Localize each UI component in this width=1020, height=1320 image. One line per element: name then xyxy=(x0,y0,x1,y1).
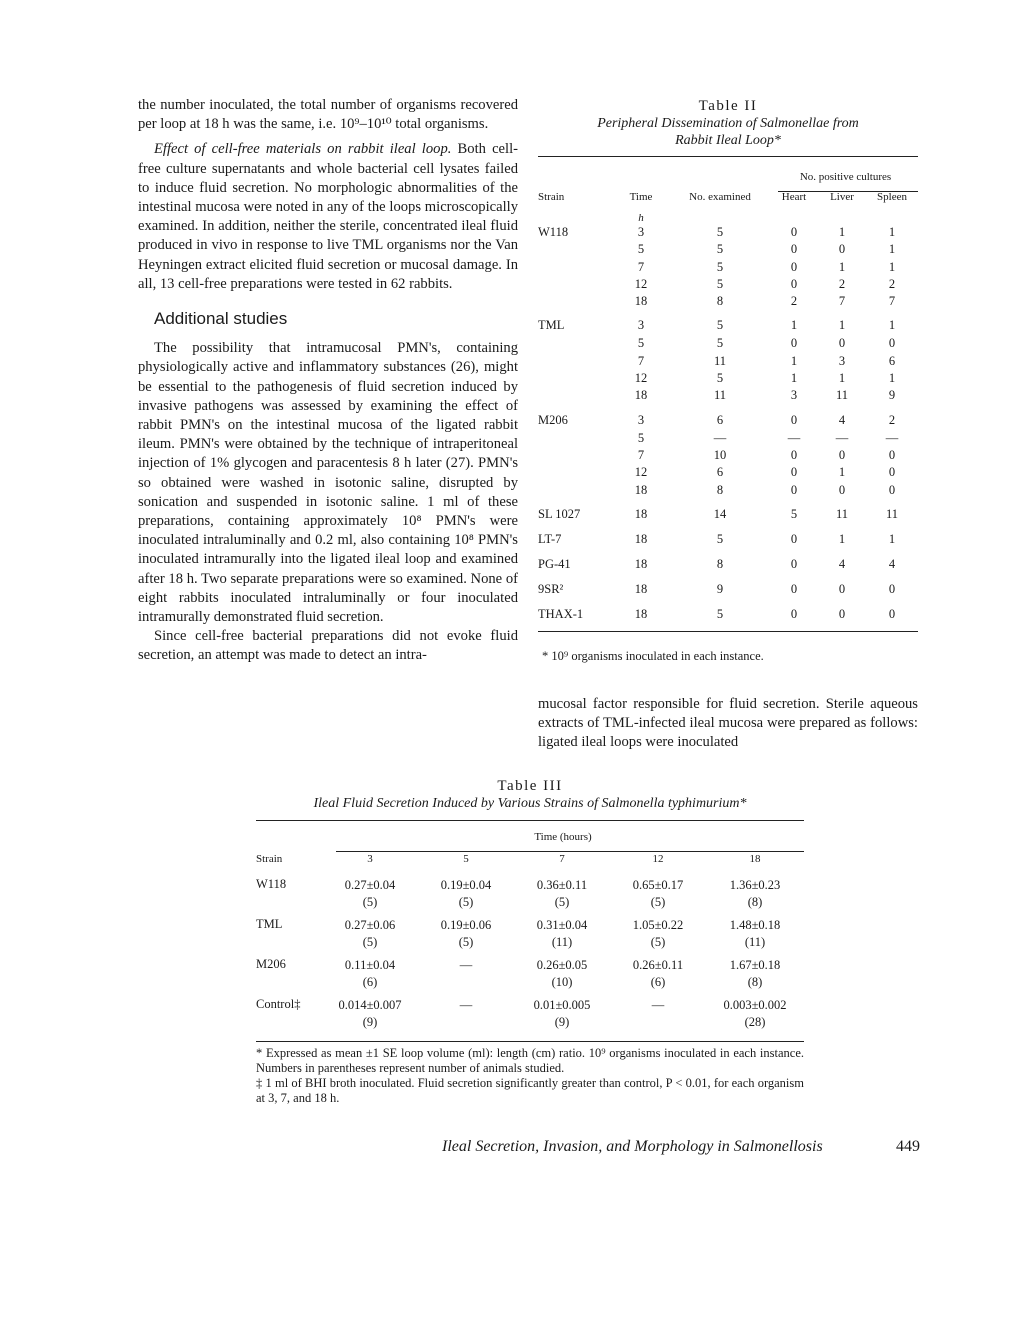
table2-cell-heart: 2 xyxy=(790,294,798,309)
table3-header-strain: Strain xyxy=(256,853,283,865)
table2-cell-heart: 0 xyxy=(790,581,798,596)
table2-cell-liver: 4 xyxy=(838,556,846,571)
table2-cell-spleen: 1 xyxy=(888,259,896,274)
table2-cell-spleen: 1 xyxy=(888,318,896,333)
table2-strain: W118 xyxy=(538,225,569,239)
paragraph-4: Since cell-free bacterial preparations did not evoke fluid secretion, an attempt was made to detect an intra- xyxy=(138,628,518,664)
table3-n: (11) xyxy=(551,935,573,949)
table3-cell xyxy=(514,873,610,913)
table3-footnote-2: ‡ 1 ml of BHI broth inoculated. Fluid secretion significantly greater than control, P < 0.01, for each organism at 3, 7, and 18 h. xyxy=(256,1076,804,1105)
table2-cell-heart: 1 xyxy=(790,353,798,368)
table2-cell-liver: 1 xyxy=(838,259,846,274)
table3-n: (5) xyxy=(458,935,474,949)
table2-cell-time: 5 xyxy=(637,430,645,445)
table2-strain: SL 1027 xyxy=(538,506,581,521)
table2-cell-heart: 0 xyxy=(790,242,798,257)
table2-strain: TML xyxy=(538,318,565,333)
table3-n: (8) xyxy=(747,975,763,989)
table2-cell-heart: 0 xyxy=(790,336,798,351)
table2-cell-liver: 7 xyxy=(838,294,846,309)
table2-cell-examined: 8 xyxy=(716,482,724,497)
table3-n: (6) xyxy=(650,975,666,989)
table2-cell-spleen: 1 xyxy=(888,225,896,239)
table2-cell-time: 18 xyxy=(634,388,648,403)
paragraph-2-heading: Effect of cell-free materials on rabbit ileal loop. xyxy=(154,141,452,158)
table2-cell-liver: 2 xyxy=(838,276,846,291)
table2-cell-heart: 0 xyxy=(790,225,798,239)
table3-cell xyxy=(322,993,418,1033)
table2-cell-spleen: 0 xyxy=(888,447,896,462)
table2-cell-heart: 3 xyxy=(790,388,798,403)
table2-strain: 9SR² xyxy=(538,581,564,596)
table2-cell-time: 7 xyxy=(637,353,645,368)
table2-cell-time: 7 xyxy=(637,447,645,462)
table2-strain-empty xyxy=(538,336,612,353)
paragraph-2 xyxy=(138,140,518,294)
table2-cell-examined: 5 xyxy=(716,371,724,386)
table2-cell-liver: 0 xyxy=(838,606,846,621)
table2-cell-liver: 11 xyxy=(835,506,849,521)
table2-row xyxy=(538,242,918,259)
table3-mean: 0.003±0.002 xyxy=(723,998,787,1012)
table2-row xyxy=(538,600,918,625)
table2-cell-time: 12 xyxy=(634,371,648,386)
table3-cell xyxy=(418,953,514,993)
page-number: 449 xyxy=(896,1138,920,1155)
table2-cell-spleen: 4 xyxy=(888,556,896,571)
table2-row xyxy=(538,448,918,465)
table2-cell-time: 3 xyxy=(637,318,645,333)
table2-cell-examined: 5 xyxy=(716,606,724,621)
table2-strain: LT-7 xyxy=(538,531,562,546)
table2-cell-time: 3 xyxy=(637,225,645,239)
paragraph-3: The possibility that intramucosal PMN's, containing physiologically active and inflammatory substances (26), might be essential to the pathogenesis of fluid secretion induced by invasive pathogens was assessed by examining the effect of rabbit PMN's on the intestinal mucosa of the ligated rabbit ileum. PMN's were obtained by the technique of intraperitoneal injection of 1% glycogen and paracentesis 8 h later (27). PMN's so obtained were washed in isotonic saline, disrupted by sonication and suspended in isotonic saline. 1 ml of these preparations, containing approximately 10⁸ PMN's were inoculated intraluminally and 0.2 ml, also containing 10⁸ PMN's inoculated intramurally into the ligated ileal loop and examined after 18 h. Two separate preparations were so examined. None of eight rabbits inoculated intraluminally or four inoculated intramurally demonstrated fluid secretion. xyxy=(138,340,518,626)
table2-header-spleen: Spleen xyxy=(877,191,907,203)
table2-cell-heart: 0 xyxy=(790,412,798,427)
table2-cell-spleen: 1 xyxy=(888,531,896,546)
table3-header-3h: 3 xyxy=(367,853,373,865)
table2-cell-heart: 0 xyxy=(790,531,798,546)
table3-col-group: Time (hours) xyxy=(534,831,592,843)
table2-strain-empty xyxy=(538,371,612,388)
table2-cell-heart: 0 xyxy=(790,465,798,480)
table3-mean: 0.11±0.04 xyxy=(344,958,396,972)
table2-cell-time: 18 xyxy=(634,482,648,497)
table3-group-rule xyxy=(336,851,804,852)
table2-cell-heart: 5 xyxy=(790,506,798,521)
table3-cell xyxy=(706,993,804,1033)
table3-n: (8) xyxy=(747,895,763,909)
table2-strain-empty xyxy=(538,388,612,405)
table2-strain-empty xyxy=(538,242,612,259)
table2-cell-liver: 1 xyxy=(838,465,846,480)
table3-mean: 0.01±0.005 xyxy=(533,998,591,1012)
table2-caption xyxy=(538,98,918,149)
table2-cell-liver: 0 xyxy=(838,242,846,257)
table2-cell-examined: 8 xyxy=(716,556,724,571)
table2-cell-heart: 0 xyxy=(790,276,798,291)
table3 xyxy=(256,820,804,1106)
table3-n: (5) xyxy=(650,895,666,909)
table2-label: Table II xyxy=(698,98,758,114)
table3-mean: — xyxy=(459,958,473,972)
table2-row xyxy=(538,431,918,448)
table2-cell-liver: 0 xyxy=(838,581,846,596)
table2-cell-liver: 0 xyxy=(838,447,846,462)
table2-cell-examined: 6 xyxy=(716,465,724,480)
section-heading: Additional studies xyxy=(154,309,288,329)
table2-cell-heart: 0 xyxy=(790,556,798,571)
table3-label: Table III xyxy=(497,778,563,794)
table2-strain: THAX-1 xyxy=(538,606,584,621)
table2-cell-liver: — xyxy=(835,430,849,445)
table3-strain: Control‡ xyxy=(256,997,301,1011)
table3-n: (9) xyxy=(362,1015,378,1029)
table2-cell-examined: 5 xyxy=(716,242,724,257)
table2-cell-examined: 5 xyxy=(716,225,724,239)
table2-row xyxy=(538,277,918,294)
table2-cell-spleen: — xyxy=(885,430,899,445)
table2-cell-liver: 4 xyxy=(838,412,846,427)
table3-footnote-1: * Expressed as mean ±1 SE loop volume (ml): length (cm) ratio. 10⁹ organisms inoculated in each instance. Numbers in parentheses represent number of animals studied. xyxy=(256,1046,804,1075)
table2-strain-empty xyxy=(538,483,612,500)
table2-strain-empty xyxy=(538,354,612,371)
table2-cell-heart: 1 xyxy=(790,318,798,333)
table3-row xyxy=(256,953,804,993)
table2-cell-liver: 1 xyxy=(838,531,846,546)
table3-n: (5) xyxy=(458,895,474,909)
table3-n: (5) xyxy=(650,935,666,949)
table2-cell-time: 7 xyxy=(637,259,645,274)
table3-mean: 0.31±0.04 xyxy=(536,918,588,932)
table2-cell-spleen: 2 xyxy=(888,276,896,291)
table3-n: (5) xyxy=(554,895,570,909)
table2-cell-liver: 3 xyxy=(838,353,846,368)
table3-n: (28) xyxy=(744,1015,766,1029)
table3-header-5h: 5 xyxy=(463,853,469,865)
table2-row xyxy=(538,525,918,550)
paragraph-2-body: Both cell-free culture supernatants and whole bacterial cell lysates failed to induce fluid secretion. No morphologic abnormalities of the intestinal mucosa were noted in any of the loops microscopically examined. In addition, neither the sterile, concentrated ileal fluid produced in vivo in response to live TML organisms nor the Van Heyningen extract elicited fluid secretion or mucosal damage. In all, 13 cell-free preparations were tested in 62 rabbits. xyxy=(138,141,518,292)
table3-mean: 0.26±0.05 xyxy=(536,958,588,972)
table3-n: (5) xyxy=(362,935,378,949)
table2-row xyxy=(538,260,918,277)
table3-n: (5) xyxy=(362,895,378,909)
table3-cell xyxy=(514,953,610,993)
table3-cell xyxy=(706,873,804,913)
table2-row xyxy=(538,483,918,500)
table2-cell-spleen: 0 xyxy=(888,606,896,621)
table2-cell-spleen: 11 xyxy=(885,506,899,521)
table3-cell xyxy=(706,913,804,953)
table3-cell xyxy=(514,993,610,1033)
table3-cell xyxy=(610,993,706,1033)
table2-strain-empty xyxy=(538,431,612,448)
table2-cell-examined: 14 xyxy=(713,506,727,521)
table2-cell-liver: 1 xyxy=(838,371,846,386)
table2-strain-empty xyxy=(538,448,612,465)
table2-body xyxy=(538,209,918,625)
table2-cell-liver: 1 xyxy=(838,318,846,333)
table3-cell xyxy=(610,873,706,913)
table2-cell-examined: 5 xyxy=(716,531,724,546)
left-column xyxy=(138,96,518,666)
table3-footnotes xyxy=(256,1046,804,1106)
table2-row xyxy=(538,388,918,405)
table3-mean: 1.67±0.18 xyxy=(729,958,781,972)
table2-cell-examined: 9 xyxy=(716,581,724,596)
table2-cell-examined: 6 xyxy=(716,412,724,427)
table3-cell xyxy=(418,993,514,1033)
table3-n: (9) xyxy=(554,1015,570,1029)
paragraph-1: the number inoculated, the total number of organisms recovered per loop at 18 h was the same, i.e. 10⁹–10¹⁰ total organisms. xyxy=(138,97,518,133)
table3-mean: 0.36±0.11 xyxy=(536,878,588,892)
table2-strain-empty xyxy=(538,277,612,294)
table2-cell-liver: 0 xyxy=(838,336,846,351)
table2-cell-spleen: 6 xyxy=(888,353,896,368)
table2-row xyxy=(538,550,918,575)
table2-cell-spleen: 9 xyxy=(888,388,896,403)
table3-cell xyxy=(322,873,418,913)
table2-cell-liver: 0 xyxy=(838,482,846,497)
table2-row xyxy=(538,354,918,371)
table2-row xyxy=(538,406,918,431)
table3-cell xyxy=(322,913,418,953)
table3-n: (6) xyxy=(362,975,378,989)
table2-header-time: Time xyxy=(629,191,653,203)
table2-cell-examined: 5 xyxy=(716,318,724,333)
table3-mean: 0.65±0.17 xyxy=(632,878,684,892)
table3-strain: TML xyxy=(256,917,283,931)
table2-header-strain: Strain xyxy=(538,191,565,203)
table3-cell xyxy=(610,953,706,993)
table2-cell-examined: — xyxy=(713,430,727,445)
table2-strain-empty xyxy=(538,465,612,482)
table2-cell-examined: 11 xyxy=(713,388,727,403)
table2-cell-spleen: 0 xyxy=(888,581,896,596)
table2-strain-empty xyxy=(538,260,612,277)
table3-header-12h: 12 xyxy=(652,853,664,865)
table3-mean: — xyxy=(651,998,665,1012)
table2-cell-time: 5 xyxy=(637,336,645,351)
table3-header-7h: 7 xyxy=(559,853,565,865)
table2-cell-heart: — xyxy=(787,430,801,445)
table2-cell-examined: 5 xyxy=(716,276,724,291)
table3-mean: 1.05±0.22 xyxy=(632,918,684,932)
table2-row xyxy=(538,575,918,600)
table3-mean: 0.19±0.04 xyxy=(440,878,492,892)
table3-mean: 1.36±0.23 xyxy=(729,878,781,892)
table3-mean: 0.27±0.04 xyxy=(344,878,396,892)
table3-cell xyxy=(322,953,418,993)
table3-mean: 0.014±0.007 xyxy=(338,998,402,1012)
table2-cell-time: 18 xyxy=(634,531,648,546)
table2-title-line1: Peripheral Dissemination of Salmonellae from xyxy=(597,116,859,131)
table3-n: (10) xyxy=(551,975,573,989)
table2-cell-time: 18 xyxy=(634,556,648,571)
table3-cell xyxy=(610,913,706,953)
table2-cell-heart: 0 xyxy=(790,259,798,274)
table2-cell-examined: 10 xyxy=(713,447,727,462)
table2-cell-heart: 0 xyxy=(790,447,798,462)
table2-cell-spleen: 2 xyxy=(888,412,896,427)
table3-mean: 0.27±0.06 xyxy=(344,918,396,932)
table3-cell xyxy=(418,873,514,913)
table3-row xyxy=(256,913,804,953)
right-column-text: mucosal factor responsible for fluid secretion. Sterile aqueous extracts of TML-infected ileal mucosa were prepared as follows: ligated ileal loops were inoculated xyxy=(538,696,918,751)
table2-cell-time: 18 xyxy=(634,606,648,621)
table3-mean: 0.19±0.06 xyxy=(440,918,492,932)
table2-cell-examined: 5 xyxy=(716,336,724,351)
table3-row xyxy=(256,993,804,1033)
table2-cell-spleen: 0 xyxy=(888,336,896,351)
table2-strain: M206 xyxy=(538,412,568,427)
table3-grid xyxy=(256,849,804,1033)
table2-unit-row xyxy=(538,209,918,225)
table3-bottom-rule xyxy=(256,1041,804,1042)
table3-mean: 1.48±0.18 xyxy=(729,918,781,932)
table2-header-heart: Heart xyxy=(781,191,807,203)
table2 xyxy=(538,156,918,664)
table2-cell-time: 18 xyxy=(634,294,648,309)
table3-title: Ileal Fluid Secretion Induced by Various Strains of Salmonella typhimurium* xyxy=(313,796,747,811)
table2-cell-spleen: 0 xyxy=(888,465,896,480)
table2-row xyxy=(538,371,918,388)
table2-cell-liver: 11 xyxy=(835,388,849,403)
table3-mean: — xyxy=(459,998,473,1012)
table2-cell-examined: 11 xyxy=(713,353,727,368)
running-title: Ileal Secretion, Invasion, and Morphology in Salmonellosis xyxy=(442,1138,823,1155)
table2-grid xyxy=(538,185,918,625)
table2-col-group: No. positive cultures xyxy=(799,171,892,183)
table2-row xyxy=(538,311,918,336)
table2-header-examined: No. examined xyxy=(689,191,751,203)
table2-cell-time: 12 xyxy=(634,276,648,291)
table2-cell-examined: 5 xyxy=(716,259,724,274)
table2-strain-empty xyxy=(538,294,612,311)
table2-strain: PG-41 xyxy=(538,556,571,571)
table3-n: (11) xyxy=(744,935,766,949)
table2-title-line2: Rabbit Ileal Loop* xyxy=(675,133,781,148)
table2-row xyxy=(538,336,918,353)
table2-cell-examined: 8 xyxy=(716,294,724,309)
table2-cell-spleen: 0 xyxy=(888,482,896,497)
table2-cell-time: 18 xyxy=(634,581,648,596)
table3-body xyxy=(256,873,804,1033)
table2-group-rule xyxy=(778,191,918,192)
table2-row xyxy=(538,465,918,482)
table3-row xyxy=(256,873,804,913)
table2-row xyxy=(538,500,918,525)
table2-cell-heart: 0 xyxy=(790,482,798,497)
table2-cell-spleen: 1 xyxy=(888,371,896,386)
table3-mean: 0.26±0.11 xyxy=(632,958,684,972)
table2-footnote: * 10⁹ organisms inoculated in each instance. xyxy=(542,648,764,663)
table2-row xyxy=(538,294,918,311)
table2-bottom-rule xyxy=(538,631,918,632)
table2-header-liver: Liver xyxy=(830,191,854,203)
table2-cell-heart: 1 xyxy=(790,371,798,386)
table2-cell-heart: 0 xyxy=(790,606,798,621)
table2-cell-time: 12 xyxy=(634,465,648,480)
table3-caption xyxy=(256,778,804,812)
table3-cell xyxy=(418,913,514,953)
table3-cell xyxy=(706,953,804,993)
table2-cell-time: 18 xyxy=(634,506,648,521)
table3-cell xyxy=(514,913,610,953)
table2-cell-spleen: 7 xyxy=(888,294,896,309)
table2-cell-time: 3 xyxy=(637,412,645,427)
table3-strain: M206 xyxy=(256,957,286,971)
table2-cell-liver: 1 xyxy=(838,225,846,239)
table3-header-18h: 18 xyxy=(749,853,761,865)
table2-time-unit: h xyxy=(638,212,644,224)
table2-row xyxy=(538,225,918,242)
table2-cell-spleen: 1 xyxy=(888,242,896,257)
table3-strain: W118 xyxy=(256,877,287,891)
table2-cell-time: 5 xyxy=(637,242,645,257)
